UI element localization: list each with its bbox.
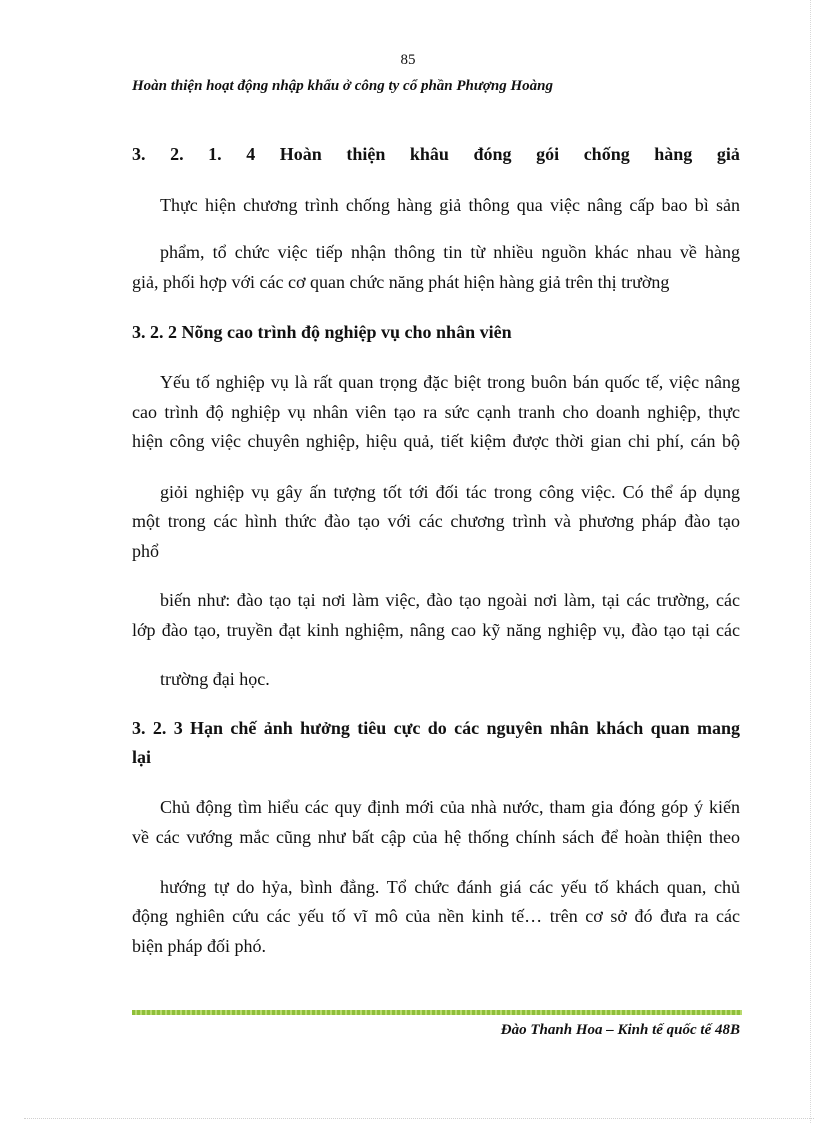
heading-3-2-1-4 (132, 143, 740, 165)
paragraph-line: cao trình độ nghiệp vụ nhân viên tạo ra sức cạnh tranh cho doanh nghiệp, thực (132, 402, 740, 422)
paragraph-line: trường đại học. (160, 669, 270, 689)
heading-word: khâu (409, 144, 449, 164)
heading-word: giả (716, 144, 740, 164)
paragraph-line: phổ (132, 541, 159, 561)
running-footer: Đào Thanh Hoa – Kinh tế quốc tế 48B (500, 1022, 740, 1038)
paragraph-line: hiện công việc chuyên nghiệp, hiệu quả, tiết kiệm được thời gian chi phí, cán bộ (132, 431, 740, 451)
page-number: 85 (400, 52, 416, 68)
paragraph-line: giỏi nghiệp vụ gây ấn tượng tốt tới đối tác trong công việc. Có thể áp dụng (160, 482, 740, 502)
heading-word: chống (583, 144, 630, 164)
paragraph-line: một trong các hình thức đào tạo với các chương trình và phương pháp đào tạo (132, 511, 740, 531)
running-header: Hoàn thiện hoạt động nhập khẩu ở công ty cổ phần Phượng Hoàng (132, 78, 554, 94)
heading-word: 2. (170, 144, 184, 164)
heading-3-2-3: 3. 2. 3 Hạn chế ảnh hưởng tiêu cực do các nguyên nhân khách quan mang (132, 718, 740, 738)
heading-word: 4 (246, 144, 256, 164)
footer-rule (132, 1010, 742, 1015)
paragraph-line: lớp đào tạo, truyền đạt kinh nghiệm, nâng cao kỹ năng nghiệp vụ, đào tạo tại các (132, 620, 740, 640)
paragraph-line: biến như: đào tạo tại nơi làm việc, đào tạo ngoài nơi làm, tại các trường, các (160, 590, 740, 610)
heading-3-2-3-continued: lại (132, 747, 152, 767)
paragraph-line: động nghiên cứu các yếu tố vĩ mô của nền kinh tế… trên cơ sở đó đưa ra các (132, 906, 740, 926)
paragraph-line: hướng tự do hỷa, bình đẳng. Tổ chức đánh giá các yếu tố khách quan, chủ (160, 877, 740, 897)
paragraph-line: Thực hiện chương trình chống hàng giả thông qua việc nâng cấp bao bì sản (160, 195, 740, 215)
heading-word: hàng (654, 144, 693, 164)
paragraph-line: Chủ động tìm hiểu các quy định mới của nhà nước, tham gia đóng góp ý kiến (160, 797, 740, 817)
page-edge-divider-vertical (810, 0, 811, 1123)
heading-word: gói (536, 144, 560, 164)
heading-word: đóng (473, 144, 512, 164)
heading-word: Hoàn (279, 144, 322, 164)
paragraph-line: Yếu tố nghiệp vụ là rất quan trọng đặc biệt trong buôn bán quốc tế, việc nâng (160, 372, 740, 392)
paragraph-line: về các vướng mắc cũng như bất cập của hệ thống chính sách để hoàn thiện theo (132, 827, 740, 847)
heading-3-2-2: 3. 2. 2 Nõng cao trình độ nghiệp vụ cho nhân viên (132, 322, 512, 342)
paragraph-line: giả, phối hợp với các cơ quan chức năng phát hiện hàng giả trên thị trường (132, 272, 670, 292)
heading-word: 3. (132, 144, 146, 164)
heading-word: 1. (208, 144, 222, 164)
page-edge-divider (24, 1118, 814, 1119)
heading-word: thiện (346, 144, 386, 164)
paragraph-line: biện pháp đối phó. (132, 936, 266, 956)
paragraph-line: phẩm, tổ chức việc tiếp nhận thông tin từ nhiều nguồn khác nhau về hàng (160, 242, 740, 262)
